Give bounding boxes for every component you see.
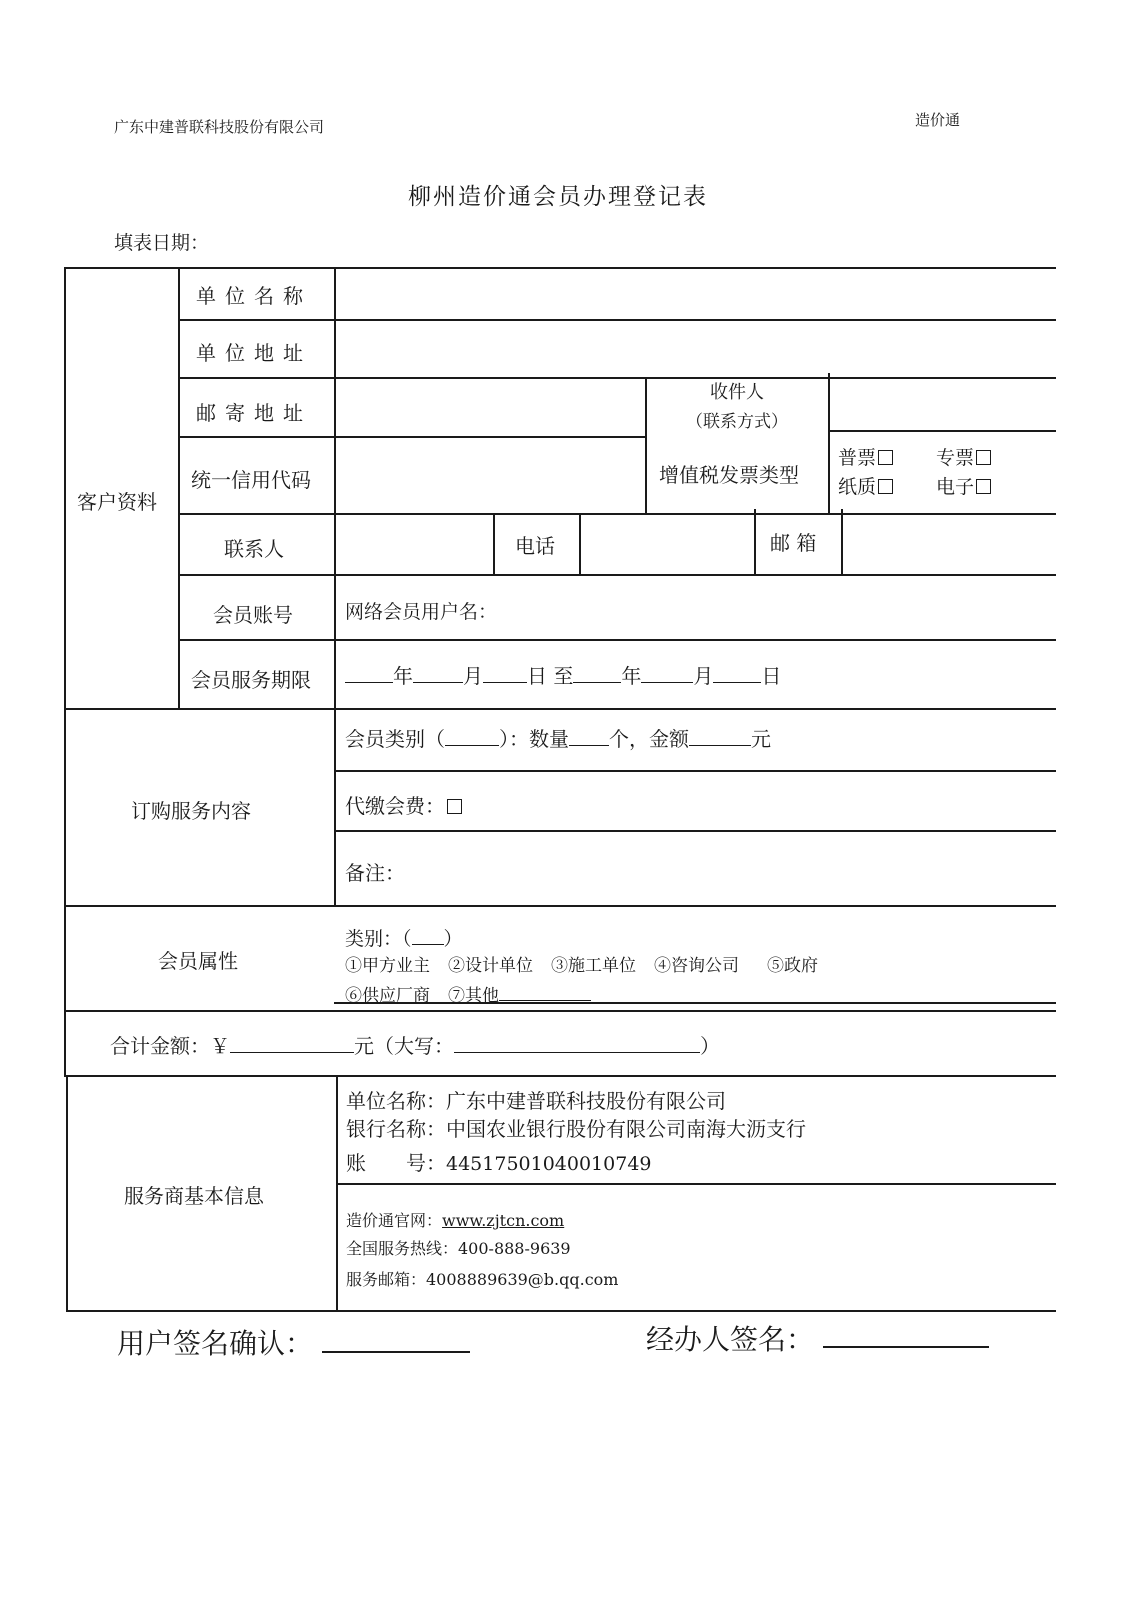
company-header: 广东中建普联科技股份有限公司 (114, 118, 325, 136)
agent-signature-line[interactable] (823, 1346, 989, 1348)
attribute-options-line2 (345, 981, 591, 1006)
contact-label: 联系人 (224, 537, 284, 561)
mail-address-field[interactable] (336, 379, 644, 435)
checkbox-icon[interactable] (878, 479, 893, 494)
account-label: 会员账号 (213, 603, 293, 627)
mail-address-label: 邮寄地址 (196, 401, 312, 425)
provider-account: 账 号：44517501040010749 (346, 1151, 652, 1175)
option-other[interactable]: ⑦其他 (448, 986, 499, 1006)
credit-code-label: 统一信用代码 (191, 468, 311, 492)
checkbox-icon[interactable] (447, 799, 462, 814)
option-construction[interactable]: ③施工单位 (551, 956, 636, 976)
provider-hotline: 全国服务热线：400-888-9639 (346, 1239, 571, 1258)
option-design[interactable]: ②设计单位 (448, 956, 533, 976)
fill-date-label: 填表日期： (114, 232, 210, 254)
brand-header: 造价通 (915, 111, 961, 129)
email-field[interactable] (843, 515, 1054, 573)
attribute-options-line1 (345, 951, 818, 976)
provider-section-label: 服务商基本信息 (124, 1184, 264, 1208)
unit-name-field[interactable] (336, 269, 1054, 318)
attribute-category-line[interactable]: 类别：（ ） (345, 928, 463, 950)
recipient-sub-label: （联系方式） (686, 412, 788, 432)
checkbox-icon[interactable] (976, 479, 991, 494)
customer-section-label: 客户资料 (77, 490, 157, 514)
invoice-option-electronic[interactable]: 电子 (936, 472, 991, 499)
option-consulting[interactable]: ④咨询公司 (654, 956, 739, 976)
invoice-option-normal[interactable]: 普票 (838, 443, 893, 470)
website-link[interactable]: www.zjtcn.com (442, 1211, 565, 1230)
unit-address-label: 单位地址 (196, 341, 312, 365)
provider-website: 造价通官网：www.zjtcn.com (346, 1211, 565, 1230)
phone-field[interactable] (581, 515, 753, 573)
invoice-option-special[interactable]: 专票 (936, 443, 991, 470)
option-owner[interactable]: ①甲方业主 (345, 956, 430, 976)
period-label: 会员服务期限 (191, 668, 311, 692)
checkbox-icon[interactable] (976, 450, 991, 465)
contact-field[interactable] (336, 515, 492, 573)
remark-field[interactable] (400, 832, 1054, 904)
agency-fee-line[interactable]: 代缴会费： (345, 790, 462, 819)
provider-bank-name: 银行名称：中国农业银行股份有限公司南海大沥支行 (346, 1117, 806, 1141)
option-government[interactable]: ⑤政府 (767, 956, 818, 976)
phone-label: 电话 (515, 534, 555, 558)
unit-name-label: 单位名称 (196, 284, 312, 308)
unit-address-field[interactable] (336, 321, 1054, 376)
period-field[interactable]: 年 月 日 至 年 月 日 (345, 660, 781, 689)
total-amount-line[interactable]: 合计金额：￥ 元（大写： ） (110, 1034, 720, 1058)
email-label: 邮 箱 (770, 531, 817, 555)
option-supplier[interactable]: ⑥供应厂商 (345, 986, 430, 1006)
recipient-label: 收件人 (710, 382, 764, 403)
invoice-option-paper[interactable]: 纸质 (838, 472, 893, 499)
remark-label: 备注： (345, 861, 405, 885)
agent-signature-label: 经办人签名： (646, 1323, 815, 1356)
order-section-label: 订购服务内容 (131, 799, 251, 823)
recipient-field[interactable] (830, 375, 1054, 429)
checkbox-icon[interactable] (878, 450, 893, 465)
attribute-section-label: 会员属性 (158, 949, 238, 973)
credit-code-field[interactable] (336, 438, 644, 512)
provider-unit-name: 单位名称：广东中建普联科技股份有限公司 (346, 1089, 726, 1113)
provider-email: 服务邮箱：4008889639@b.qq.com (346, 1270, 619, 1289)
invoice-type-label: 增值税发票类型 (659, 463, 799, 487)
user-signature-label: 用户签名确认： (117, 1327, 314, 1360)
member-category-line[interactable]: 会员类别（ ）：数量 个，金额 元 (345, 727, 771, 751)
user-signature-line[interactable] (322, 1351, 470, 1353)
account-value[interactable]: 网络会员用户名： (345, 601, 498, 623)
form-title: 柳州造价通会员办理登记表 (408, 184, 708, 210)
